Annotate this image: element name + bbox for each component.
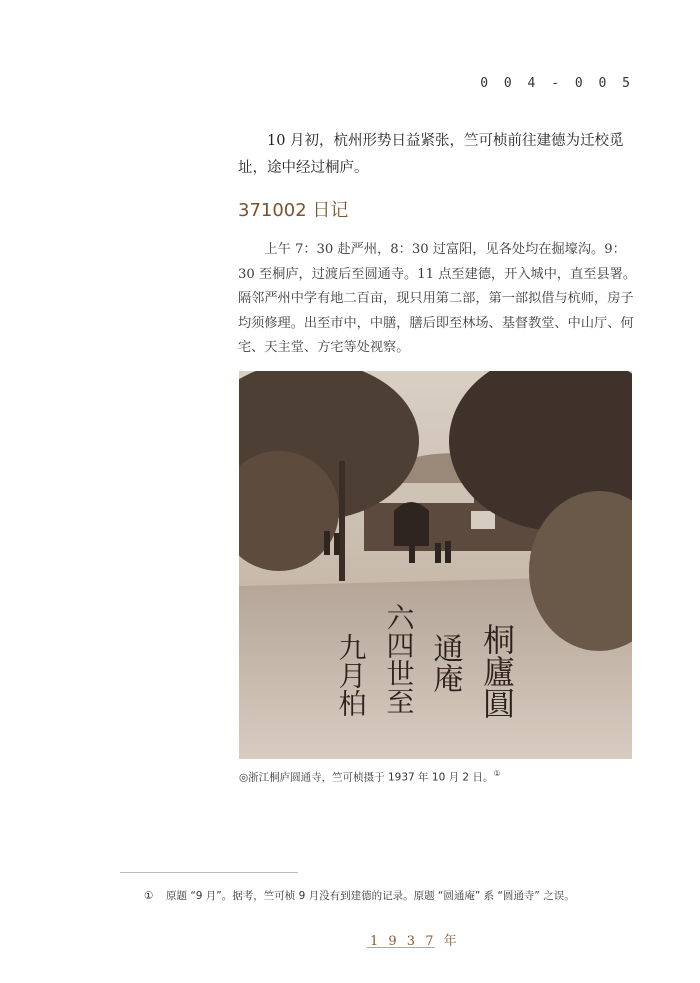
temple-photograph	[239, 371, 632, 759]
inscription-column-2: 通庵	[427, 633, 463, 693]
diary-heading: 371002 日记	[238, 200, 349, 221]
page-number: 0 0 4 - 0 0 5	[480, 76, 634, 91]
photo-caption	[239, 769, 501, 785]
footer-year-underline	[367, 947, 435, 948]
footnote-divider	[120, 872, 298, 873]
tree-trunk	[339, 461, 345, 581]
inscription-column-3: 六四世至	[382, 603, 416, 715]
temple-window	[471, 511, 495, 529]
inscription-column-4: 九月柏	[334, 633, 368, 717]
temple-gate	[394, 502, 429, 546]
caption-footnote-ref[interactable]: ①	[493, 769, 501, 778]
diary-entry: 上午 7：30 赴严州，8：30 过富阳，见各处均在掘壕沟。9：30 至桐庐，过渡后至圆通寺。11 点至建德，开入城中，直至县署。隔邻严州中学有地二百亩，现只用第二部，第一部拟借与杭师，房子均须修理。出至市中，中膳，膳后即至林场、基督教堂、中山厅、何宅、天主堂、方宅等处视察。	[238, 242, 637, 355]
footnote	[144, 888, 575, 903]
caption-text: ◎浙江桐庐圆通寺，竺可桢摄于 1937 年 10 月 2 日。	[239, 771, 494, 784]
footnote-text: 原题 “9 月”。据考，竺可桢 9 月没有到建德的记录。原题 “圆通庵” 系 “圆通寺” 之误。	[166, 890, 575, 902]
intro-paragraph: 10 月初，杭州形势日益紧张，竺可桢前往建德为迁校觅址，途中经过桐庐。	[238, 133, 624, 176]
footer-year: 1 9 3 7 年	[370, 934, 460, 949]
photo-drawing	[239, 371, 632, 759]
footnote-marker: ①	[144, 890, 154, 902]
inscription-column-1: 桐廬圓	[478, 623, 516, 719]
